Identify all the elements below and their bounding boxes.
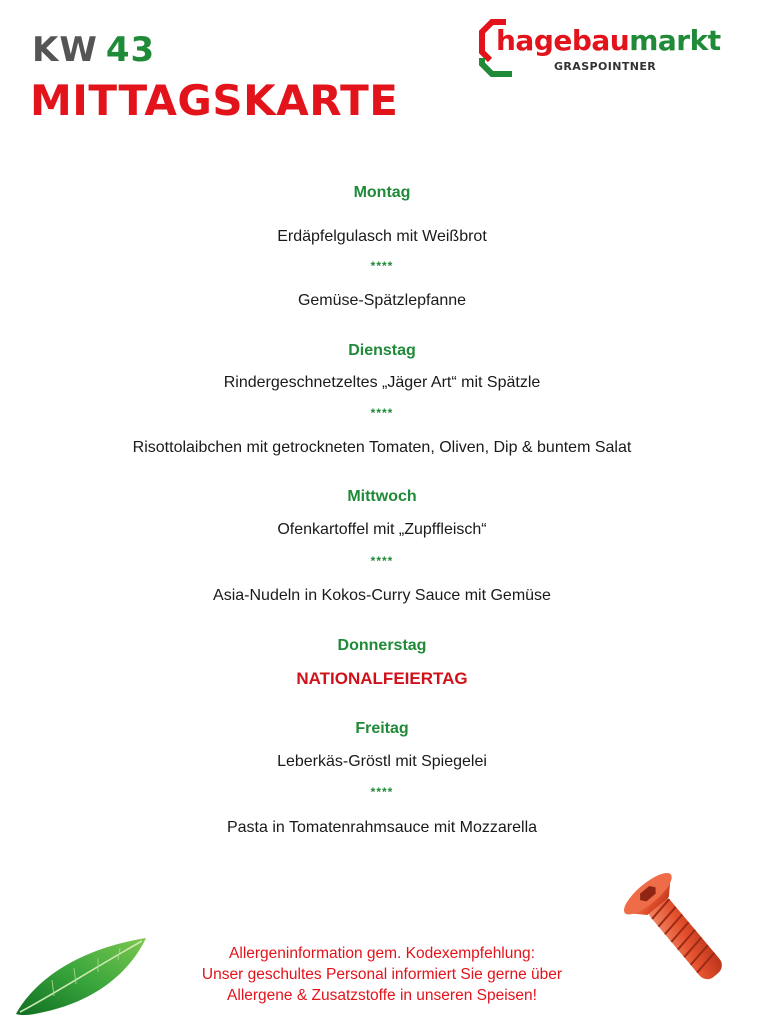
day-heading-monday: Montag [353, 184, 411, 201]
dish-tuesday-2: Risottolaibchen mit getrockneten Tomaten, Oliven, Dip & buntem Salat [132, 439, 632, 456]
logo-word-hagebau: hagebau [496, 24, 630, 57]
dish-monday-2: Gemüse-Spätzlepfanne [297, 292, 467, 309]
week-label: KW [32, 30, 98, 70]
separator-monday: **** [370, 259, 394, 273]
week-number: 43 [105, 30, 156, 70]
dish-wednesday-1: Ofenkartoffel mit „Zupffleisch“ [277, 521, 487, 538]
logo-subline: GRASPOINTNER [554, 60, 657, 73]
screw-icon [610, 862, 750, 1002]
holiday-notice: NATIONALFEIERTAG [296, 669, 468, 688]
leaf-icon [14, 932, 154, 1018]
separator-friday: **** [370, 785, 394, 799]
day-heading-friday: Freitag [355, 720, 409, 737]
hagebaumarkt-logo [478, 18, 740, 80]
day-heading-tuesday: Dienstag [348, 342, 416, 359]
day-heading-wednesday: Mittwoch [347, 488, 417, 505]
day-heading-thursday: Donnerstag [337, 637, 427, 654]
dish-friday-2: Pasta in Tomatenrahmsauce mit Mozzarella [226, 819, 538, 836]
allergy-notice-line-3: Allergene & Zusatzstoffe in unseren Speisen! [227, 987, 537, 1004]
separator-tuesday: **** [370, 406, 394, 420]
dish-wednesday-2: Asia-Nudeln in Kokos-Curry Sauce mit Gemüse [213, 587, 551, 604]
logo-wordmark [496, 24, 721, 58]
week-heading [32, 30, 155, 70]
dish-tuesday-1: Rindergeschnetzeltes „Jäger Art“ mit Spätzle [223, 374, 541, 391]
allergy-notice-line-1: Allergeninformation gem. Kodexempfehlung: [229, 945, 535, 962]
logo-word-markt: markt [629, 24, 721, 57]
page-title: MITTAGSKARTE [30, 76, 399, 125]
allergy-notice-line-2: Unser geschultes Personal informiert Sie gerne über [201, 966, 563, 983]
dish-friday-1: Leberkäs-Gröstl mit Spiegelei [277, 753, 487, 770]
dish-monday-1: Erdäpfelgulasch mit Weißbrot [277, 228, 487, 245]
separator-wednesday: **** [370, 554, 394, 568]
